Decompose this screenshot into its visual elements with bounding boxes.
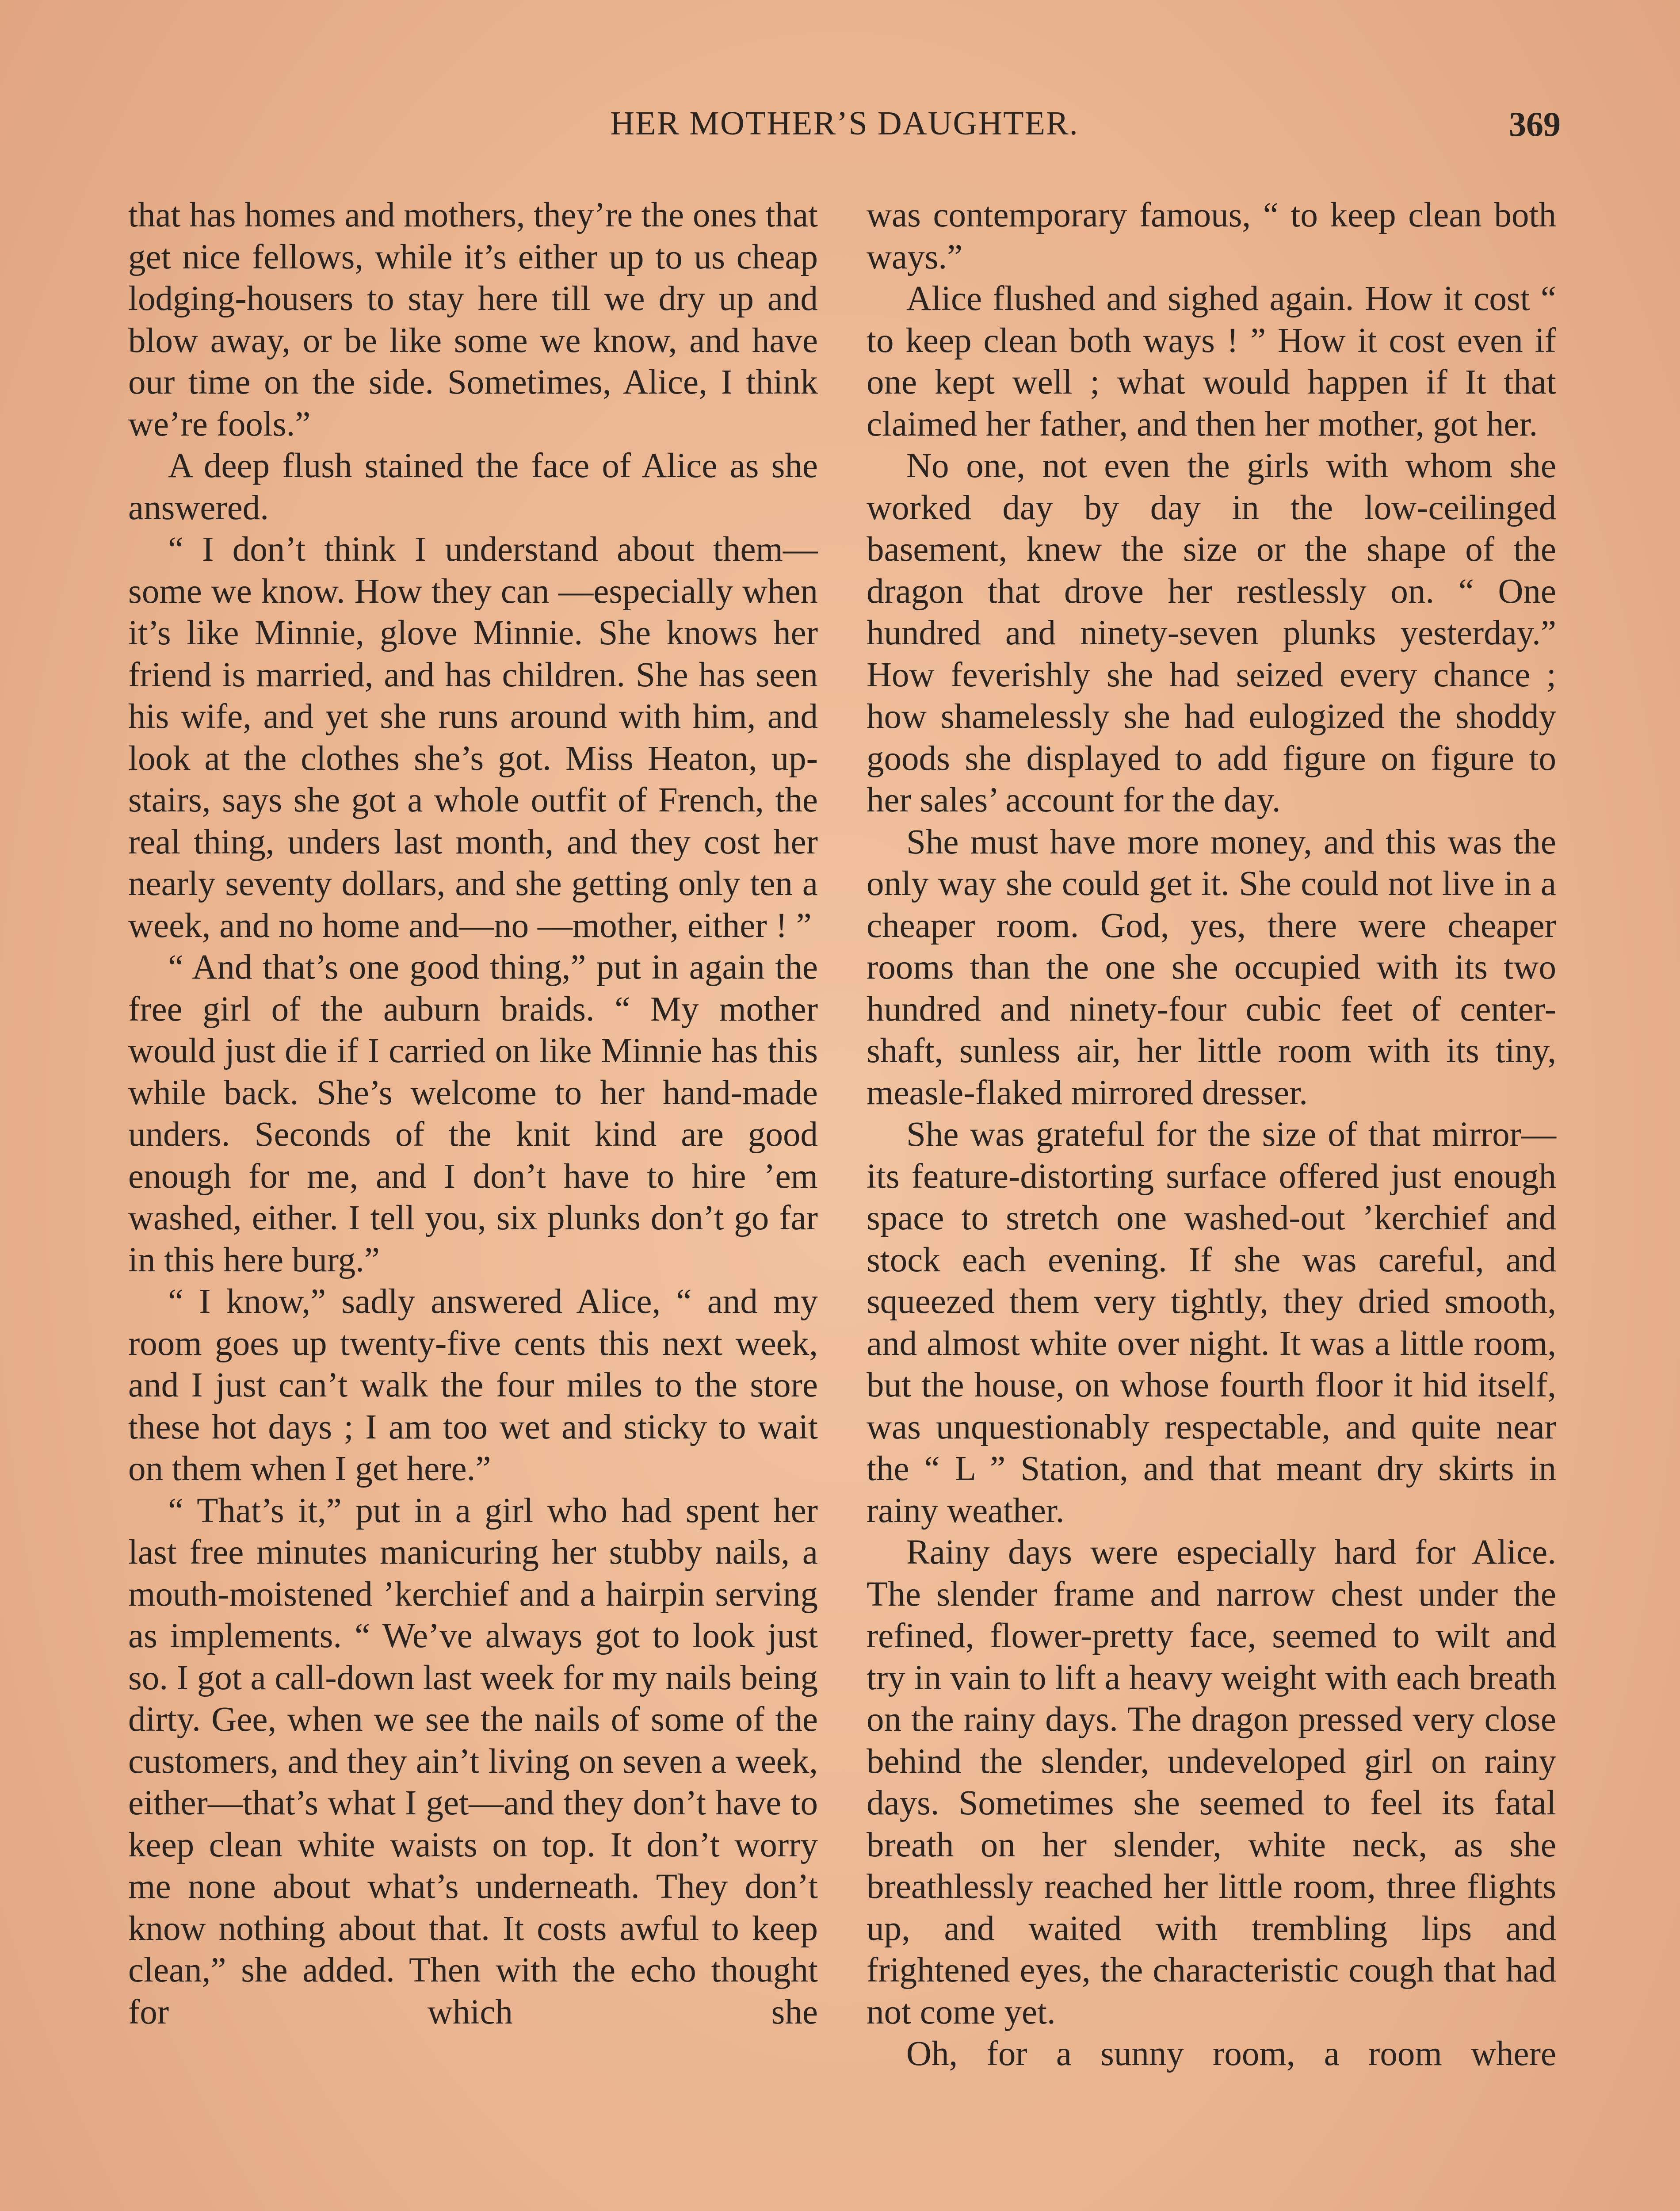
paragraph: Rainy days were especially hard for Alice. The slender frame and narrow chest under the refined, flower-pretty face, seemed to wilt and try in vain to lift a heavy weight with each breath on the rainy days. The dragon pressed very close behind the slender, undeveloped girl on rainy days. Sometimes she seemed to feel its fatal breath on her slender, white neck, as she breathlessly reached her little room, three flights up, and waited with trembling lips and frightened eyes, the characteristic cough that had not come yet. <box>867 1533 1556 2031</box>
paragraph: “ I don’t think I understand about them—some we know. How they can —especially when it’s like Minnie, glove Minnie. She knows her friend is married, and has children. She has seen his wife, and yet she runs around with him, and look at the clothes she’s got. Miss Heaton, up-stairs, says she got a whole outfit of French, the real thing, unders last month, and they cost her nearly seventy dollars, and she getting only ten a week, and no home and—no —mother, either ! ” <box>128 530 818 945</box>
paragraph: No one, not even the girls with whom she worked day by day in the low-ceilinged basement, knew the size or the shape of the dragon that drove her restlessly on. “ One hundred and ninety-seven plunks yesterday.” How feverishly she had seized every chance ; how shamelessly she had eulogized the shoddy goods she displayed to add figure on figure to her sales’ account for the day. <box>867 447 1556 819</box>
left-column <box>128 195 818 2211</box>
paragraph: She must have more money, and this was the only way she could get it. She could not live in a cheaper room. God, yes, there were cheaper rooms than the one she occupied with its two hundred and ninety-four cubic feet of center-shaft, sunless air, her little room with its tiny, measle-flaked mirrored dresser. <box>867 822 1556 1112</box>
paragraph: “ And that’s one good thing,” put in again the free girl of the auburn braids. “ My mother would just die if I carried on like Minnie has this while back. She’s welcome to her hand-made unders. Seconds of the knit kind are good enough for me, and I don’t have to hire ’em washed, either. I tell you, six plunks don’t go far in this here burg.” <box>128 948 818 1279</box>
right-column <box>867 195 1556 2211</box>
paragraph: “ That’s it,” put in a girl who had spent her last free minutes manicuring her stubby nails, a mouth-moistened ’kerchief and a hairpin serving as implements. “ We’ve always got to look just so. I got a call-down last week for my nails being dirty. Gee, when we see the nails of some of the customers, and they ain’t living on seven a week, either—that’s what I get—and they don’t have to keep clean white waists on top. It don’t worry me none about what’s underneath. They don’t know nothing about that. It costs awful to keep clean,” she added. Then with the echo thought for which she <box>128 1491 818 2031</box>
paragraph: Alice flushed and sighed again. How it cost “ to keep clean both ways ! ” How it cost even if one kept well ; what would happen if It that claimed her father, and then her mother, got her. <box>867 279 1556 444</box>
page-header <box>128 104 1561 166</box>
paragraph: A deep flush stained the face of Alice as she answered. <box>128 447 818 527</box>
running-title: HER MOTHER’S DAUGHTER. <box>610 105 1079 142</box>
paragraph: “ I know,” sadly answered Alice, “ and my room goes up twenty-five cents this next week, and I just can’t walk the four miles to the store these hot days ; I am too wet and sticky to wait on them when I get here.” <box>128 1282 818 1488</box>
page-number: 369 <box>1509 105 1561 143</box>
paragraph: She was grateful for the size of that mirror—its feature-distorting surface offered just enough space to stretch one washed-out ’kerchief and stock each evening. If she was careful, and squeezed them very tightly, they dried smooth, and almost white over night. It was a little room, but the house, on whose fourth floor it hid itself, was unquestionably respectable, and quite near the “ L ” Station, and that meant dry skirts in rainy weather. <box>867 1115 1556 1530</box>
paragraph: was contemporary famous, “ to keep clean both ways.” <box>867 196 1556 276</box>
paragraph: Oh, for a sunny room, a room where <box>906 2035 1556 2073</box>
paragraph: that has homes and mothers, they’re the ones that get nice fellows, while it’s either up to us cheap lodging-housers to stay here till we dry up and blow away, or be like some we know, and have our time on the side. Sometimes, Alice, I think we’re fools.” <box>128 196 818 444</box>
